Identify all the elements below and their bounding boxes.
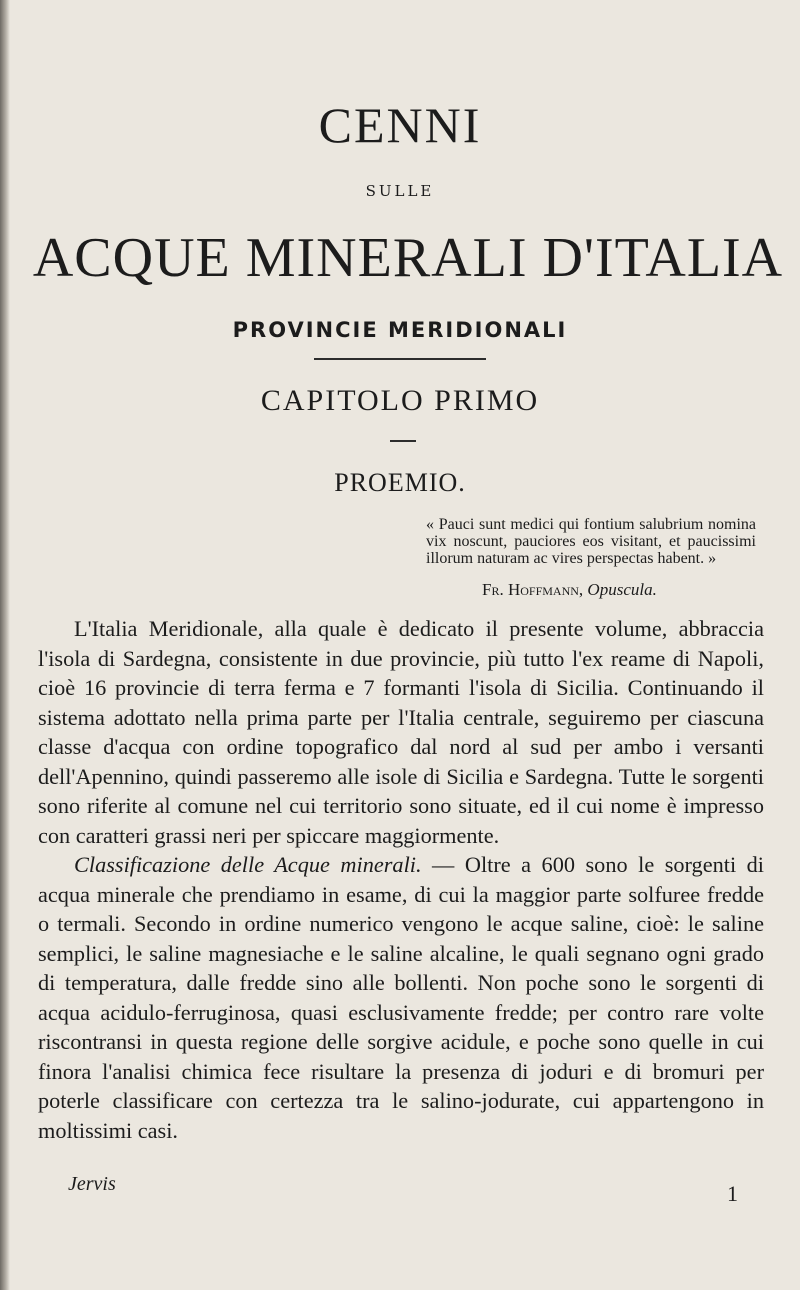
chapter-divider — [390, 440, 416, 442]
epigraph-author: Fr. Hoffmann, — [482, 580, 584, 599]
title-divider — [314, 358, 486, 360]
epigraph-work: Opuscula. — [587, 580, 657, 599]
title-subject: ACQUE MINERALI D'ITALIA — [32, 227, 784, 289]
page-number: 1 — [727, 1181, 738, 1206]
body-text — [38, 614, 764, 1145]
signature-mark: Jervis — [68, 1173, 116, 1195]
paragraph-classification-text: — Oltre a 600 sono le sorgenti di acqua minerale che prendiamo in esame, di cui la maggior parte solfuree fredde o termali. Secondo in ordine numerico vengono le acque saline, cioè: le saline semplici, le saline magnesiache e le saline alcaline, le quali segnano ogni grado di temperatura, dalle fredde sino alle bollenti. Non poche sono le sorgenti di acqua acidulo-ferruginosa, quasi esclusivamente fredde; per contro rare volte riscontransi in questa regione delle sorgive acidule, e poche sono quelle in cui finora l'analisi chimica fece risultare la presenza di joduri e di bromuri per poterle classificare con certezza tra le salino-jodurate, cui appartengono in moltissimi casi. — [38, 852, 764, 1143]
title-connector: SULLE — [365, 182, 435, 200]
title-main: CENNI — [318, 97, 482, 153]
title-region: PROVINCIE MERIDIONALI — [232, 318, 568, 342]
page-footer — [68, 1173, 758, 1206]
epigraph-quote: « Pauci sunt medici qui fontium salubrium nomina vix noscunt, pauciores eos visitant, et paucissimi illorum naturam ac vires perspectas habent. » — [426, 516, 756, 567]
section-heading: PROEMIO. — [334, 468, 466, 497]
paragraph-heading: Classificazione delle Acque minerali. — [74, 852, 422, 877]
paragraph-classification — [38, 850, 764, 1145]
epigraph-attribution — [482, 580, 657, 600]
paragraph-intro: L'Italia Meridionale, alla quale è dedicato il presente volume, abbraccia l'isola di Sardegna, consistente in due provincie, più tutto l'ex reame di Napoli, cioè 16 provincie di terra ferma e 7 formanti l'isola di Sicilia. Continuando il sistema adottato nella prima parte per l'Italia centrale, seguiremo per ciascuna classe d'acqua con ordine topografico dal nord al sud per ambo i versanti dell'Apennino, quindi passeremo alle isole di Sicilia e Sardegna. Tutte le sorgenti sono riferite al comune nel cui territorio sono situate, ed il cui nome è impresso con caratteri grassi neri per spiccare maggiormente. — [38, 616, 764, 848]
chapter-heading: CAPITOLO PRIMO — [260, 384, 540, 417]
